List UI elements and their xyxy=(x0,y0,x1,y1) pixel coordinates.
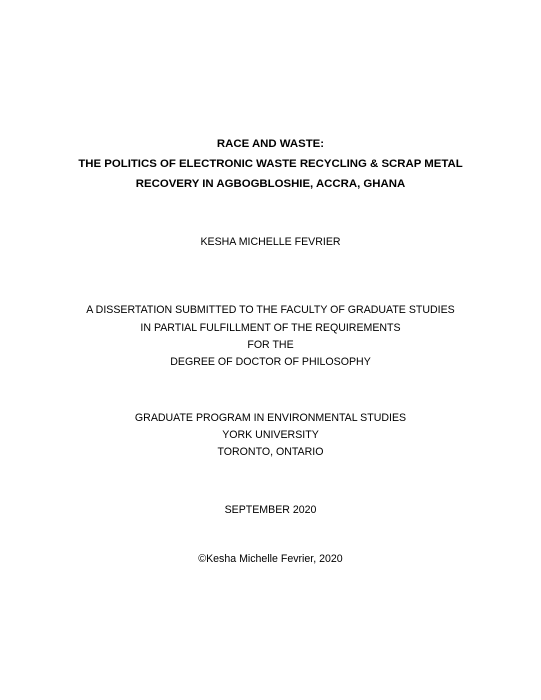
program-line-2: YORK UNIVERSITY xyxy=(222,429,319,441)
title-line-1: RACE AND WASTE: xyxy=(216,138,325,150)
title-line-3: RECOVERY IN AGBOGBLOSHIE, ACCRA, GHANA xyxy=(135,178,406,190)
author-name: KESHA MICHELLE FEVRIER xyxy=(200,236,341,248)
copyright-notice: ©Kesha Michelle Fevrier, 2020 xyxy=(198,553,343,565)
submission-line-2: IN PARTIAL FULFILLMENT OF THE REQUIREMENTS xyxy=(140,322,401,334)
program-line-3: TORONTO, ONTARIO xyxy=(217,446,324,458)
title-line-2: THE POLITICS OF ELECTRONIC WASTE RECYCLING & SCRAP METAL xyxy=(78,158,463,170)
program-line-1: GRADUATE PROGRAM IN ENVIRONMENTAL STUDIES xyxy=(134,412,407,424)
submission-line-3: FOR THE xyxy=(247,339,294,351)
submission-line-4: DEGREE OF DOCTOR OF PHILOSOPHY xyxy=(170,356,371,368)
submission-date: SEPTEMBER 2020 xyxy=(224,504,317,516)
submission-line-1: A DISSERTATION SUBMITTED TO THE FACULTY OF GRADUATE STUDIES xyxy=(86,304,455,316)
